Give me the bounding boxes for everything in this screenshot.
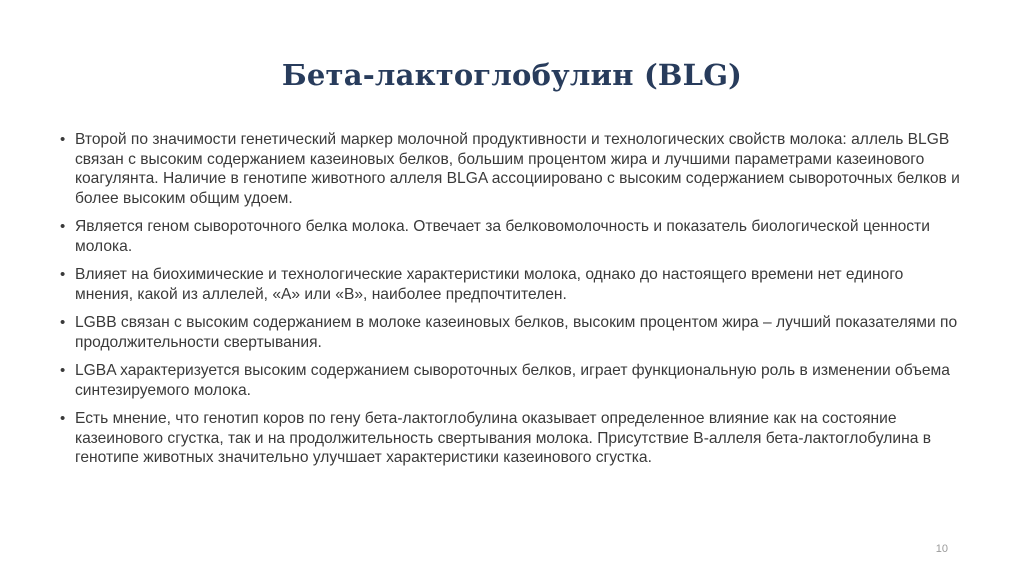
bullet-text: Есть мнение, что генотип коров по гену бета-лактоглобулина оказывает определенное влияние как на состояние казеинового сгустка, так и на продолжительность свертывания молока. Присутствие В-аллеля бета-лактоглобулина в генотипе животных значительно улучшает характеристики казеинового сгустка. (75, 410, 931, 466)
slide-title: Бета-лактоглобулин (BLG) (281, 58, 743, 92)
bullet-list (60, 130, 960, 477)
bullet-icon: • (60, 410, 66, 427)
bullet-icon: • (60, 362, 66, 379)
bullet-icon: • (60, 266, 66, 283)
bullet-icon: • (60, 314, 66, 331)
bullet-item (60, 130, 960, 208)
page-number: 10 (935, 543, 948, 555)
bullet-item (60, 217, 960, 256)
bullet-item (60, 409, 960, 468)
bullet-item (60, 265, 960, 304)
bullet-text: Влияет на биохимические и технологические характеристики молока, однако до настоящего времени нет единого мнения, какой из аллелей, «А» или «В», наиболее предпочтителен. (75, 266, 904, 303)
bullet-text: LGBB связан с высоким содержанием в молоке казеиновых белков, высоким процентом жира – лучший показателями по продолжительности свертывания. (75, 314, 958, 351)
bullet-icon: • (60, 218, 66, 235)
bullet-text: LGBA характеризуется высоким содержанием сывороточных белков, играет функциональную роль в изменении объема синтезируемого молока. (75, 362, 950, 399)
bullet-text: Является геном сывороточного белка молока. Отвечает за белковомолочность и показатель биологической ценности молока. (75, 218, 930, 255)
bullet-icon: • (60, 131, 66, 148)
bullet-text: Второй по значимости генетический маркер молочной продуктивности и технологических свойств молока: аллель BLGB связан с высоким содержанием казеиновых белков, большим процентом жира и лучшими параметрами казеинового коагулянта. Наличие в генотипе животного аллеля BLGA ассоциировано с высоким содержанием сывороточных белков и более высоким общим удоем. (75, 131, 960, 207)
bullet-item (60, 361, 960, 400)
bullet-item (60, 313, 960, 352)
